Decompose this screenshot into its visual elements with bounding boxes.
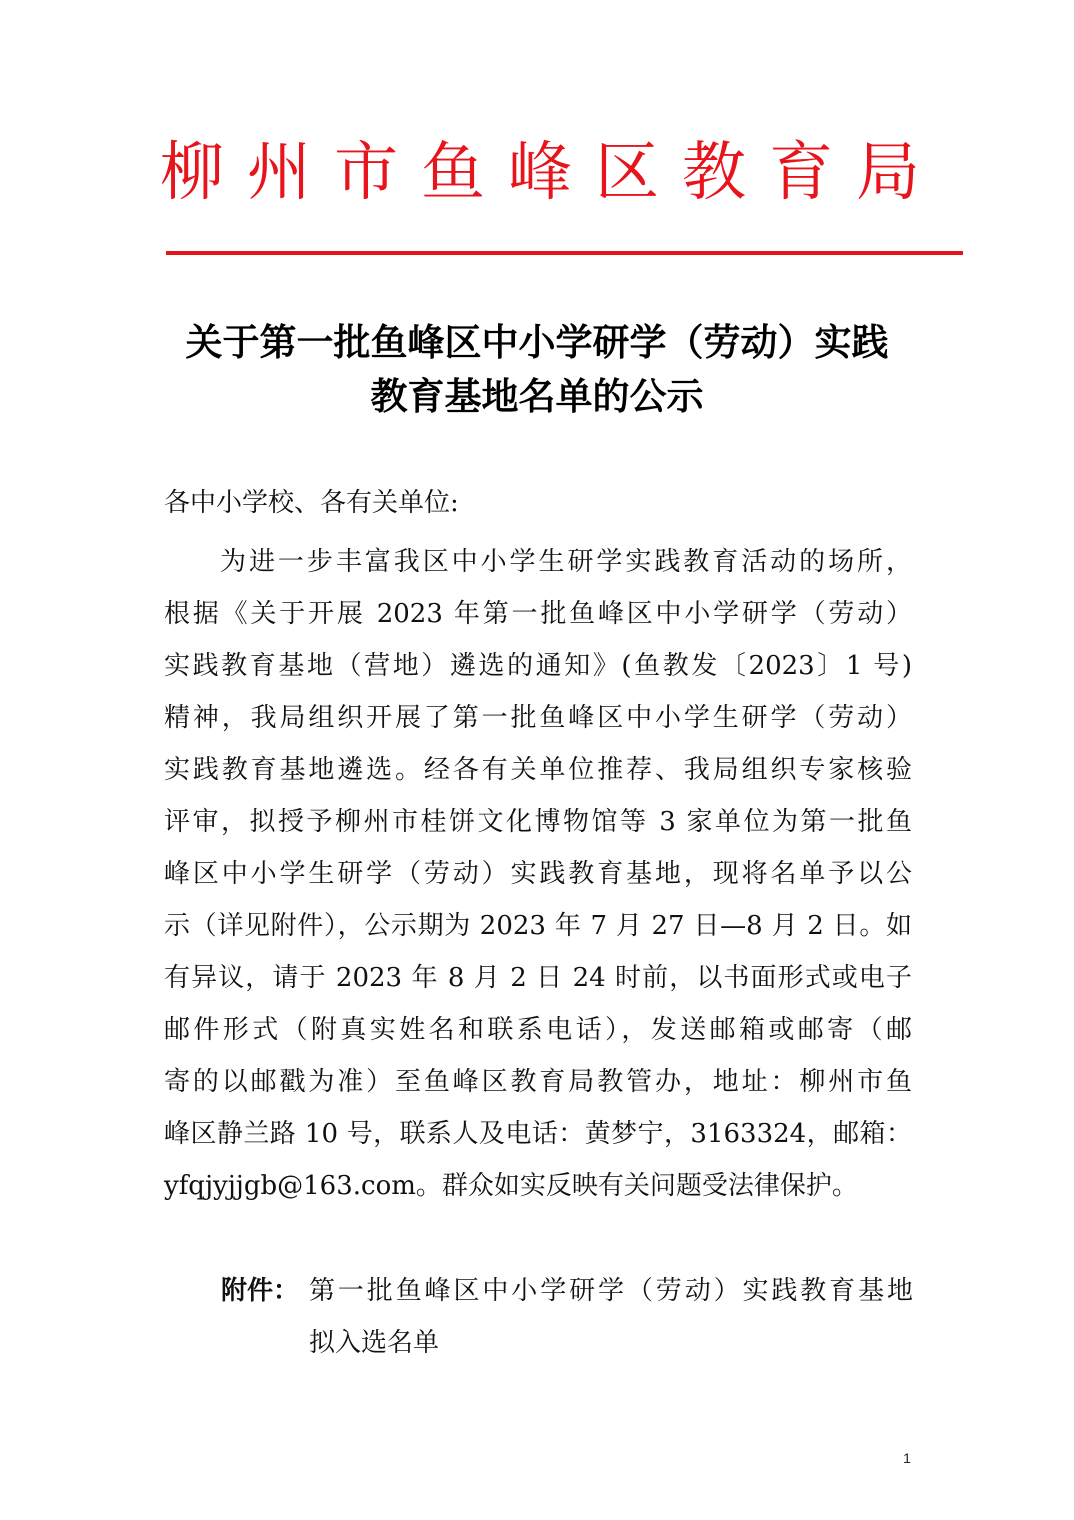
header-char: 柳 — [160, 136, 224, 210]
body-line: 峰区静兰路 10 号，联系人及电话：黄梦宁，3163324，邮箱： — [164, 1119, 912, 1149]
header-char: 局 — [856, 136, 920, 210]
body-line: 根据《关于开展 2023 年第一批鱼峰区中小学研学（劳动） — [164, 599, 912, 629]
header-char: 区 — [595, 136, 659, 210]
body-line: 精神，我局组织开展了第一批鱼峰区中小学生研学（劳动） — [164, 703, 912, 733]
header-char: 州 — [247, 136, 311, 210]
page-number: 1 — [903, 1450, 911, 1466]
header-char: 鱼 — [421, 136, 485, 210]
body-line: 邮件形式（附真实姓名和联系电话），发送邮箱或邮寄（邮 — [164, 1015, 912, 1045]
document-title-line-2: 教育基地名单的公示 — [370, 375, 704, 418]
header-char: 峰 — [508, 136, 572, 210]
header-char: 教 — [682, 136, 746, 210]
attachment-label: 附件： — [221, 1276, 300, 1306]
attachment-note — [221, 1265, 913, 1369]
body-line: 寄的以邮戳为准）至鱼峰区教育局教管办，地址：柳州市鱼 — [164, 1067, 912, 1097]
attachment-title-line-2: 拟入选名单 — [309, 1328, 440, 1358]
body-line: 评审，拟授予柳州市桂饼文化博物馆等 3 家单位为第一批鱼 — [164, 807, 912, 837]
issuing-authority-header — [160, 128, 920, 218]
document-title-line-1: 关于第一批鱼峰区中小学研学（劳动）实践 — [185, 321, 889, 364]
body-line: 示（详见附件），公示期为 2023 年 7 月 27 日—8 月 2 日。如 — [164, 911, 912, 941]
body-line: 实践教育基地（营地）遴选的通知》(鱼教发〔2023〕1 号) — [164, 651, 912, 681]
header-char: 育 — [769, 136, 833, 210]
salutation: 各中小学校、各有关单位: — [164, 488, 459, 518]
attachment-title-line-1: 第一批鱼峰区中小学研学（劳动）实践教育基地 — [309, 1276, 913, 1306]
body-line: yfqjyjjgb@163.com。群众如实反映有关问题受法律保护。 — [164, 1171, 858, 1201]
body-paragraph — [164, 536, 912, 1212]
header-divider — [166, 251, 963, 255]
body-line: 有异议，请于 2023 年 8 月 2 日 24 时前，以书面形式或电子 — [164, 963, 912, 993]
body-line: 实践教育基地遴选。经各有关单位推荐、我局组织专家核验 — [164, 755, 912, 785]
body-line: 峰区中小学生研学（劳动）实践教育基地，现将名单予以公 — [164, 859, 912, 889]
body-line: 为进一步丰富我区中小学生研学实践教育活动的场所， — [220, 547, 912, 577]
header-char: 市 — [334, 136, 398, 210]
document-title — [150, 316, 924, 424]
